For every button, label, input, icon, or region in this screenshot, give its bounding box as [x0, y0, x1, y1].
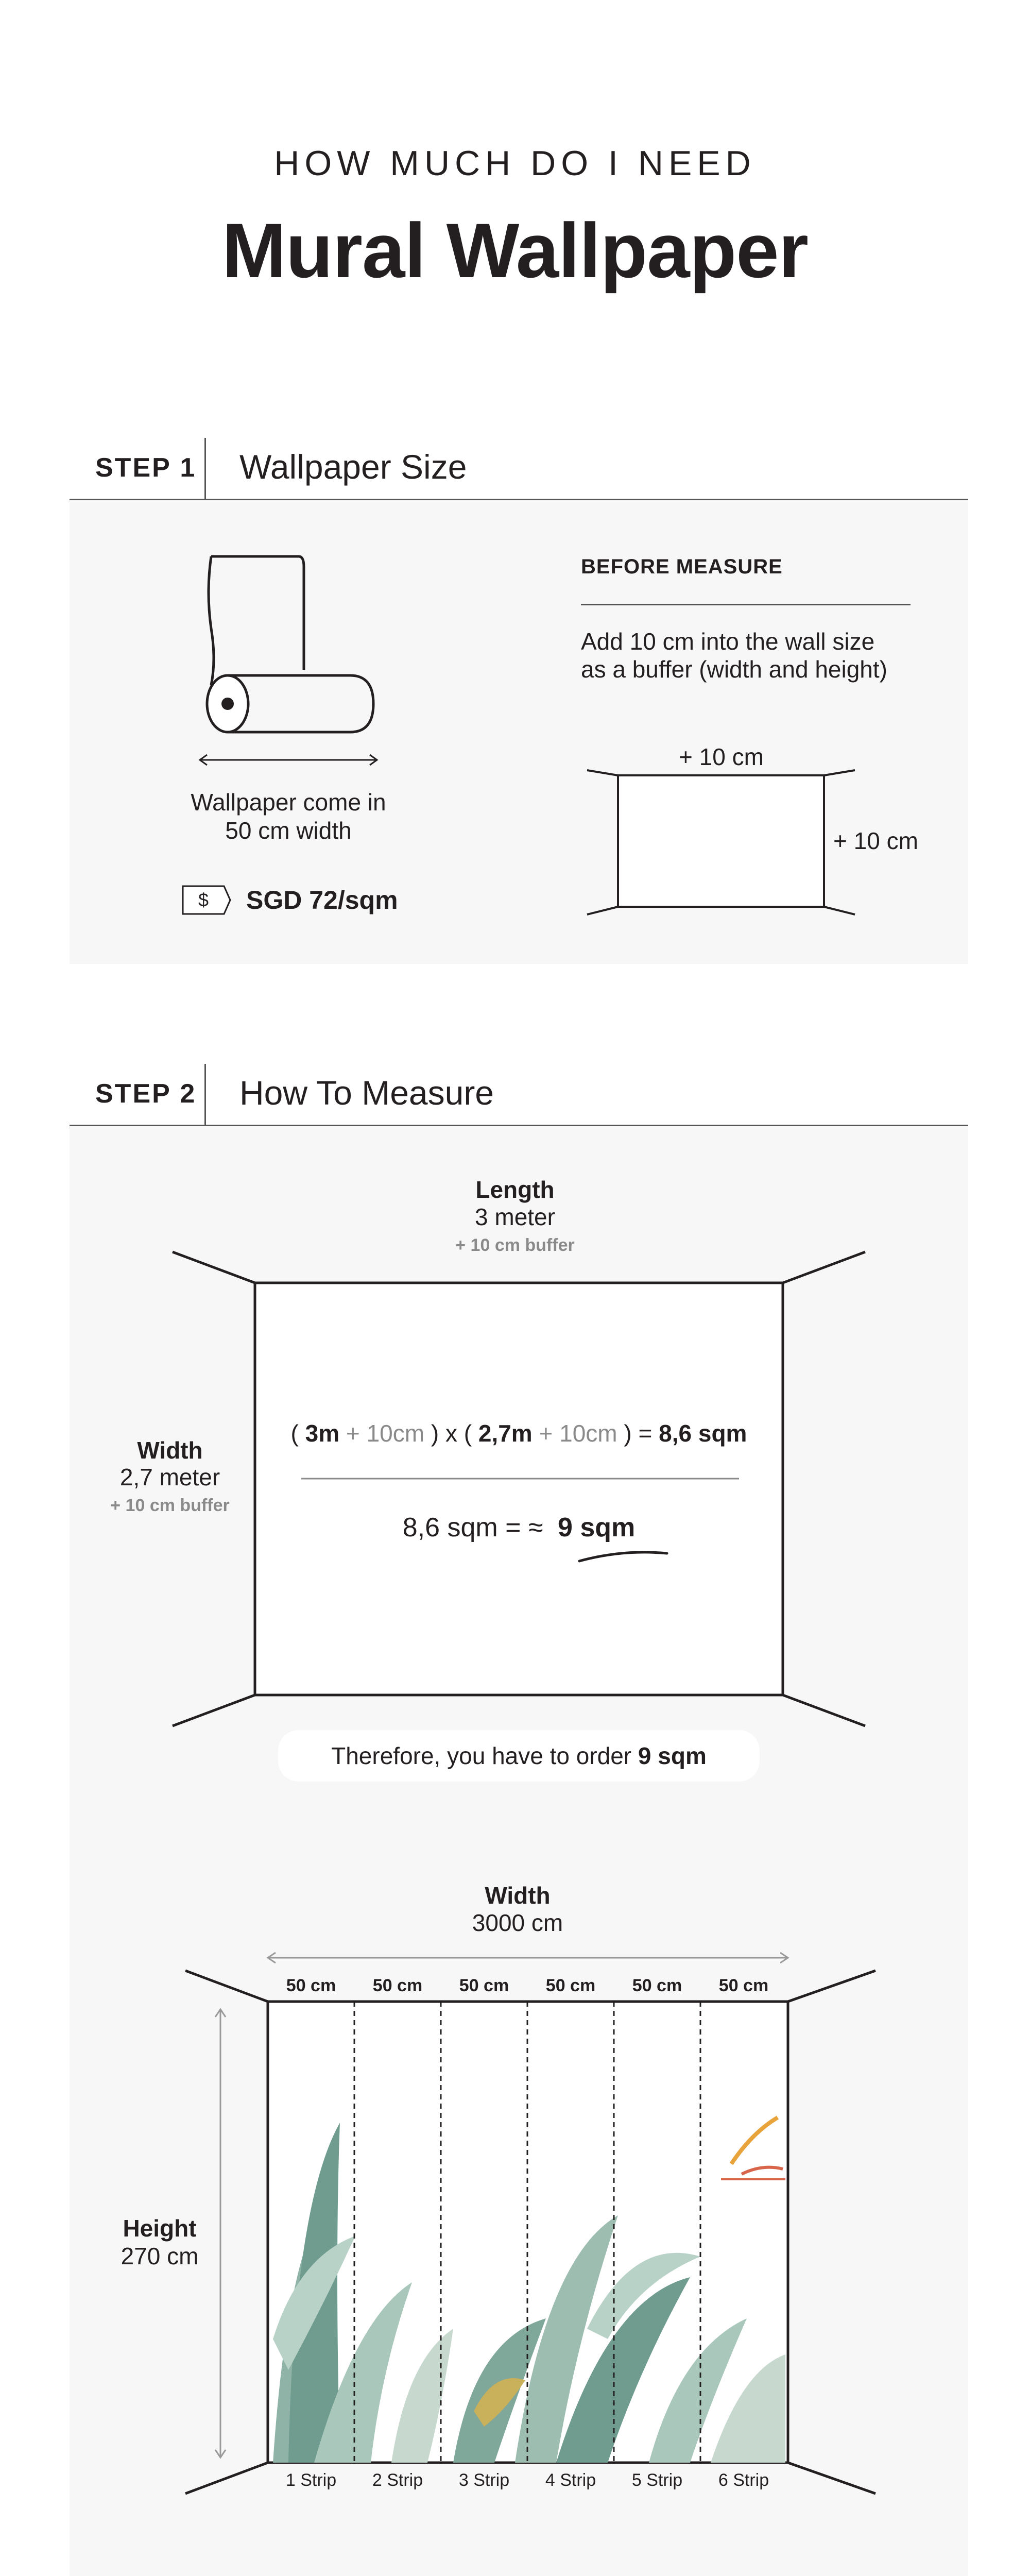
length-value: 3 meter	[475, 1204, 555, 1230]
step2-number: STEP 2	[95, 1079, 197, 1109]
rounding-left: 8,6 sqm = ≈	[402, 1513, 543, 1543]
step2-divider	[204, 1064, 206, 1125]
formula-times: ) x (	[431, 1420, 472, 1447]
rounding-line	[255, 1512, 783, 1543]
page-kicker: HOW MUCH DO I NEED	[274, 144, 756, 183]
width-buffer: + 10 cm buffer	[110, 1496, 230, 1515]
step2-header	[70, 1064, 968, 1126]
step1-title: Wallpaper Size	[239, 448, 467, 486]
buffer-side-label: + 10 cm	[833, 827, 918, 854]
buffer-room-icon	[587, 770, 855, 920]
step1-number: STEP 1	[95, 453, 197, 483]
strips-width-value: 3000 cm	[472, 1909, 563, 1936]
strips-diagram	[185, 1947, 876, 2514]
width-value: 2,7 meter	[119, 1464, 220, 1490]
price-tag-icon	[178, 882, 234, 918]
length-label: Length	[475, 1176, 555, 1203]
page-title: Mural Wallpaper	[222, 207, 808, 294]
rounding-result: 9 sqm	[557, 1513, 636, 1543]
strip-width-row	[268, 1976, 788, 2002]
formula-width-buffer: + 10cm	[539, 1420, 617, 1447]
formula-open: (	[290, 1420, 299, 1447]
width-label: Width	[137, 1437, 203, 1464]
wallpaper-roll-icon	[196, 551, 391, 737]
strip-width-3: 50 cm	[459, 1976, 509, 1995]
formula-length: 3m	[305, 1420, 340, 1447]
strip-width-6: 50 cm	[718, 1976, 769, 1995]
svg-text:$: $	[198, 889, 209, 910]
area-formula	[255, 1419, 783, 1447]
strip-label-3: 3 Strip	[458, 2470, 510, 2490]
strips-height-label: Height	[123, 2215, 197, 2242]
underline-swoosh	[577, 1548, 670, 1564]
strip-label-6: 6 Strip	[718, 2470, 769, 2490]
strip-width-5: 50 cm	[632, 1976, 682, 1995]
roll-caption-line1: Wallpaper come in	[191, 789, 386, 816]
step1-divider	[204, 438, 206, 499]
roll-caption-line2: 50 cm width	[225, 817, 352, 844]
formula-length-buffer: + 10cm	[346, 1420, 425, 1447]
strip-label-4: 4 Strip	[545, 2470, 596, 2490]
step1-header	[70, 438, 968, 500]
formula-result: 8,6 sqm	[659, 1420, 747, 1447]
strip-label-2: 2 Strip	[372, 2470, 423, 2490]
strip-number-row	[268, 2470, 788, 2496]
before-measure-text-line1: Add 10 cm into the wall size	[581, 628, 875, 655]
strip-width-2: 50 cm	[372, 1976, 423, 1995]
strip-width-4: 50 cm	[545, 1976, 596, 1995]
order-value: 9 sqm	[638, 1742, 707, 1769]
formula-width: 2,7m	[478, 1420, 533, 1447]
formula-equals: ) =	[624, 1420, 653, 1447]
room-frame	[173, 1252, 865, 1726]
price-label: SGD 72/sqm	[246, 886, 398, 914]
step2-title: How To Measure	[239, 1074, 494, 1112]
strips-height-value: 270 cm	[121, 2243, 199, 2269]
buffer-top-label: + 10 cm	[679, 743, 764, 770]
before-measure-title: BEFORE MEASURE	[581, 555, 783, 578]
order-text: Therefore, you have to order	[331, 1742, 632, 1769]
before-measure-text-line2: as a buffer (width and height)	[581, 656, 887, 683]
order-callout	[278, 1730, 760, 1782]
strips-width-label: Width	[485, 1882, 551, 1909]
strip-label-5: 5 Strip	[631, 2470, 683, 2490]
before-measure-rule	[581, 604, 911, 605]
roll-width-arrow	[196, 755, 381, 765]
length-buffer: + 10 cm buffer	[455, 1235, 575, 1255]
strip-width-1: 50 cm	[286, 1976, 336, 1995]
strip-label-1: 1 Strip	[285, 2470, 337, 2490]
